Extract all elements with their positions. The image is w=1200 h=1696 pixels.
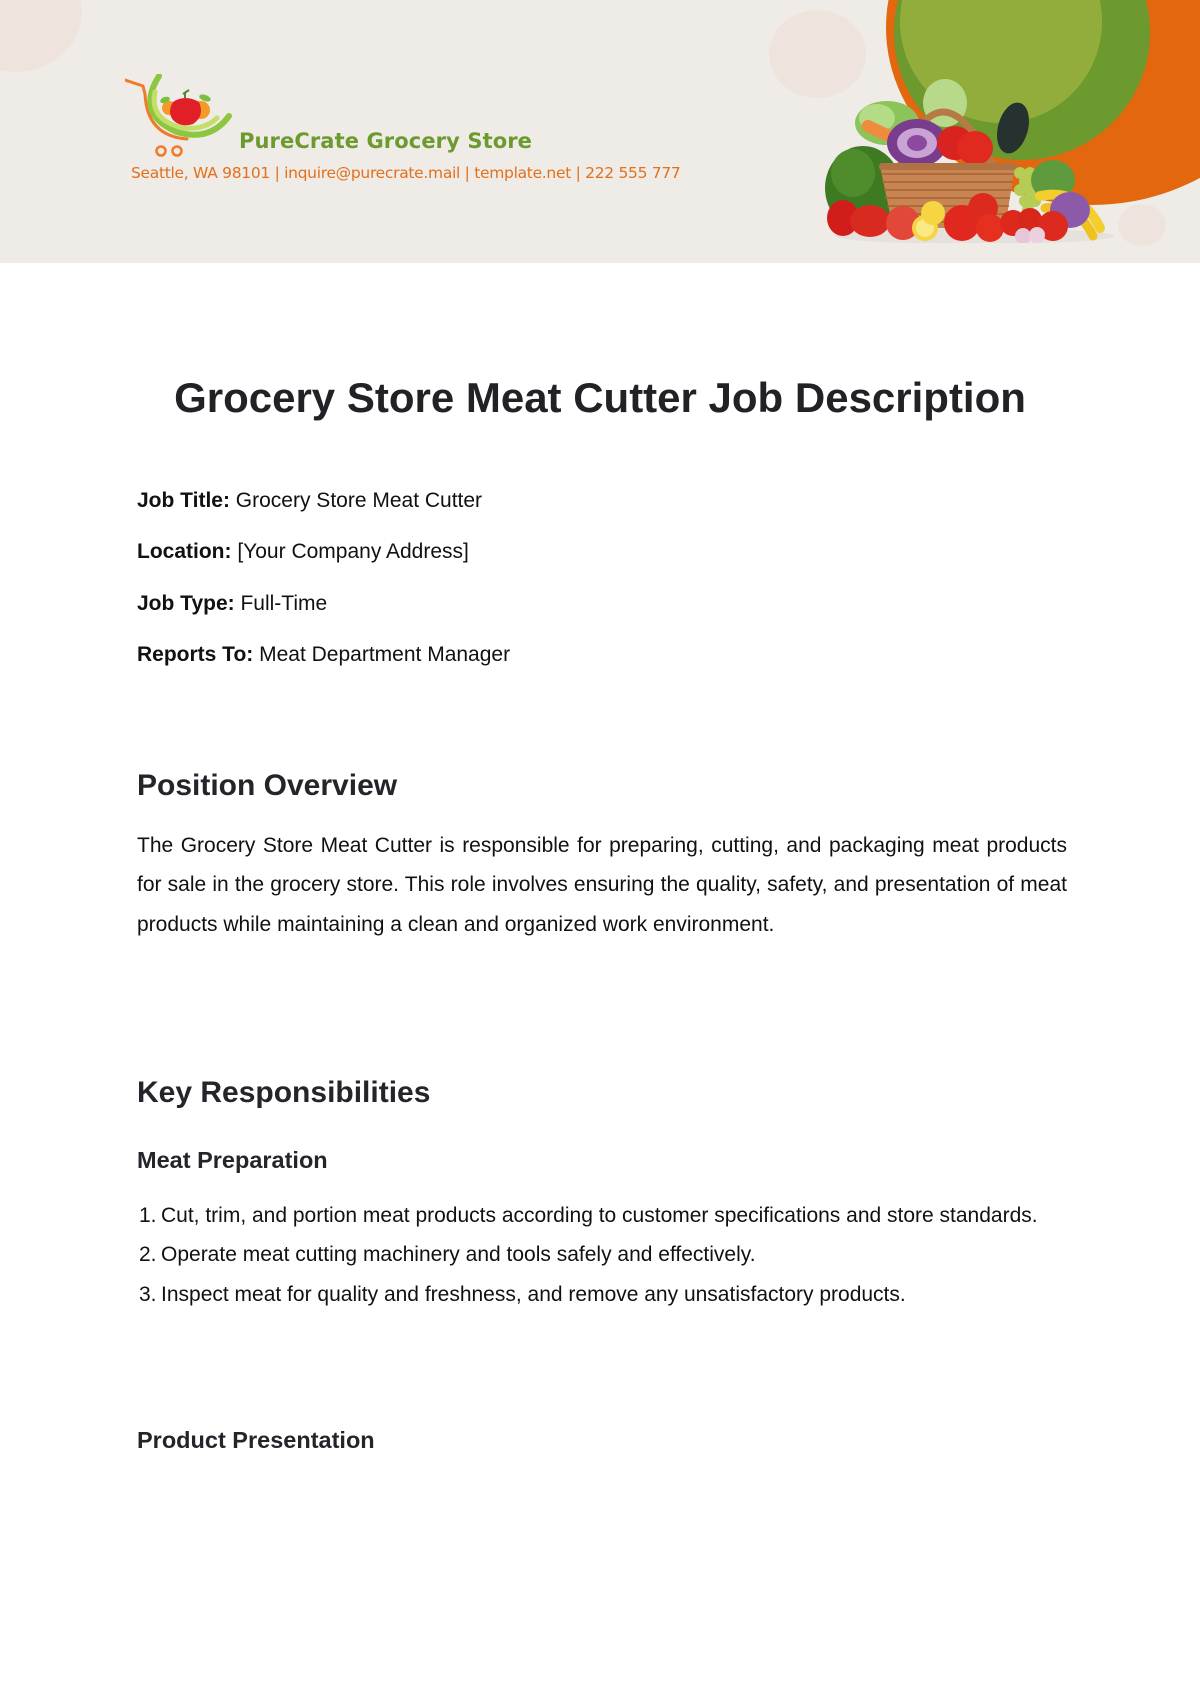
list-item-text: Cut, trim, and portion meat products according to customer specifications and store standards. (161, 1204, 1038, 1227)
meta-value: Grocery Store Meat Cutter (235, 489, 483, 512)
section-heading-position-overview: Position Overview (137, 769, 398, 802)
company-contact-info: Seattle, WA 98101 | inquire@purecrate.mail | template.net | 222 555 777 (131, 164, 681, 182)
section-heading-key-responsibilities: Key Responsibilities (137, 1076, 431, 1109)
shopping-cart-with-fruit-icon (125, 74, 237, 158)
subsection-heading-meat-preparation: Meat Preparation (137, 1147, 328, 1173)
list-number: 3. (139, 1282, 157, 1306)
meta-job-title (137, 489, 482, 513)
meta-label: Location: (137, 540, 232, 563)
list-number: 1. (139, 1204, 157, 1227)
meta-value: Full-Time (240, 592, 328, 615)
list-item (137, 1235, 1067, 1274)
meta-location (137, 540, 469, 564)
meta-reports-to (137, 643, 510, 667)
list-number: 2. (139, 1243, 157, 1267)
meta-label: Reports To: (137, 643, 254, 666)
list-item-text: Operate meat cutting machinery and tools safely and effectively. (161, 1243, 756, 1267)
meta-value: Meat Department Manager (259, 643, 511, 666)
position-overview-paragraph: The Grocery Store Meat Cutter is responsible for preparing, cutting, and packaging meat products for sale in the grocery store. This role involves ensuring the quality, safety, and presentation of meat products while maintaining a clean and organized work environment. (137, 834, 1067, 936)
decorative-circle (0, 0, 82, 72)
letterhead-banner (0, 0, 1200, 263)
meta-label: Job Title: (137, 489, 230, 512)
meta-value: [Your Company Address] (237, 540, 469, 563)
company-name: PureCrate Grocery Store (239, 129, 533, 153)
list-item (137, 1196, 1067, 1235)
decorative-circle (1118, 204, 1166, 246)
subsection-heading-product-presentation: Product Presentation (137, 1427, 375, 1453)
meta-job-type (137, 592, 327, 616)
meta-label: Job Type: (137, 592, 235, 615)
meat-preparation-list (137, 1196, 1067, 1314)
document-title: Grocery Store Meat Cutter Job Description (174, 374, 1026, 421)
vegetable-basket-image (825, 78, 1125, 243)
list-item (137, 1275, 1067, 1314)
list-item-text: Inspect meat for quality and freshness, and remove any unsatisfactory products. (161, 1282, 906, 1306)
